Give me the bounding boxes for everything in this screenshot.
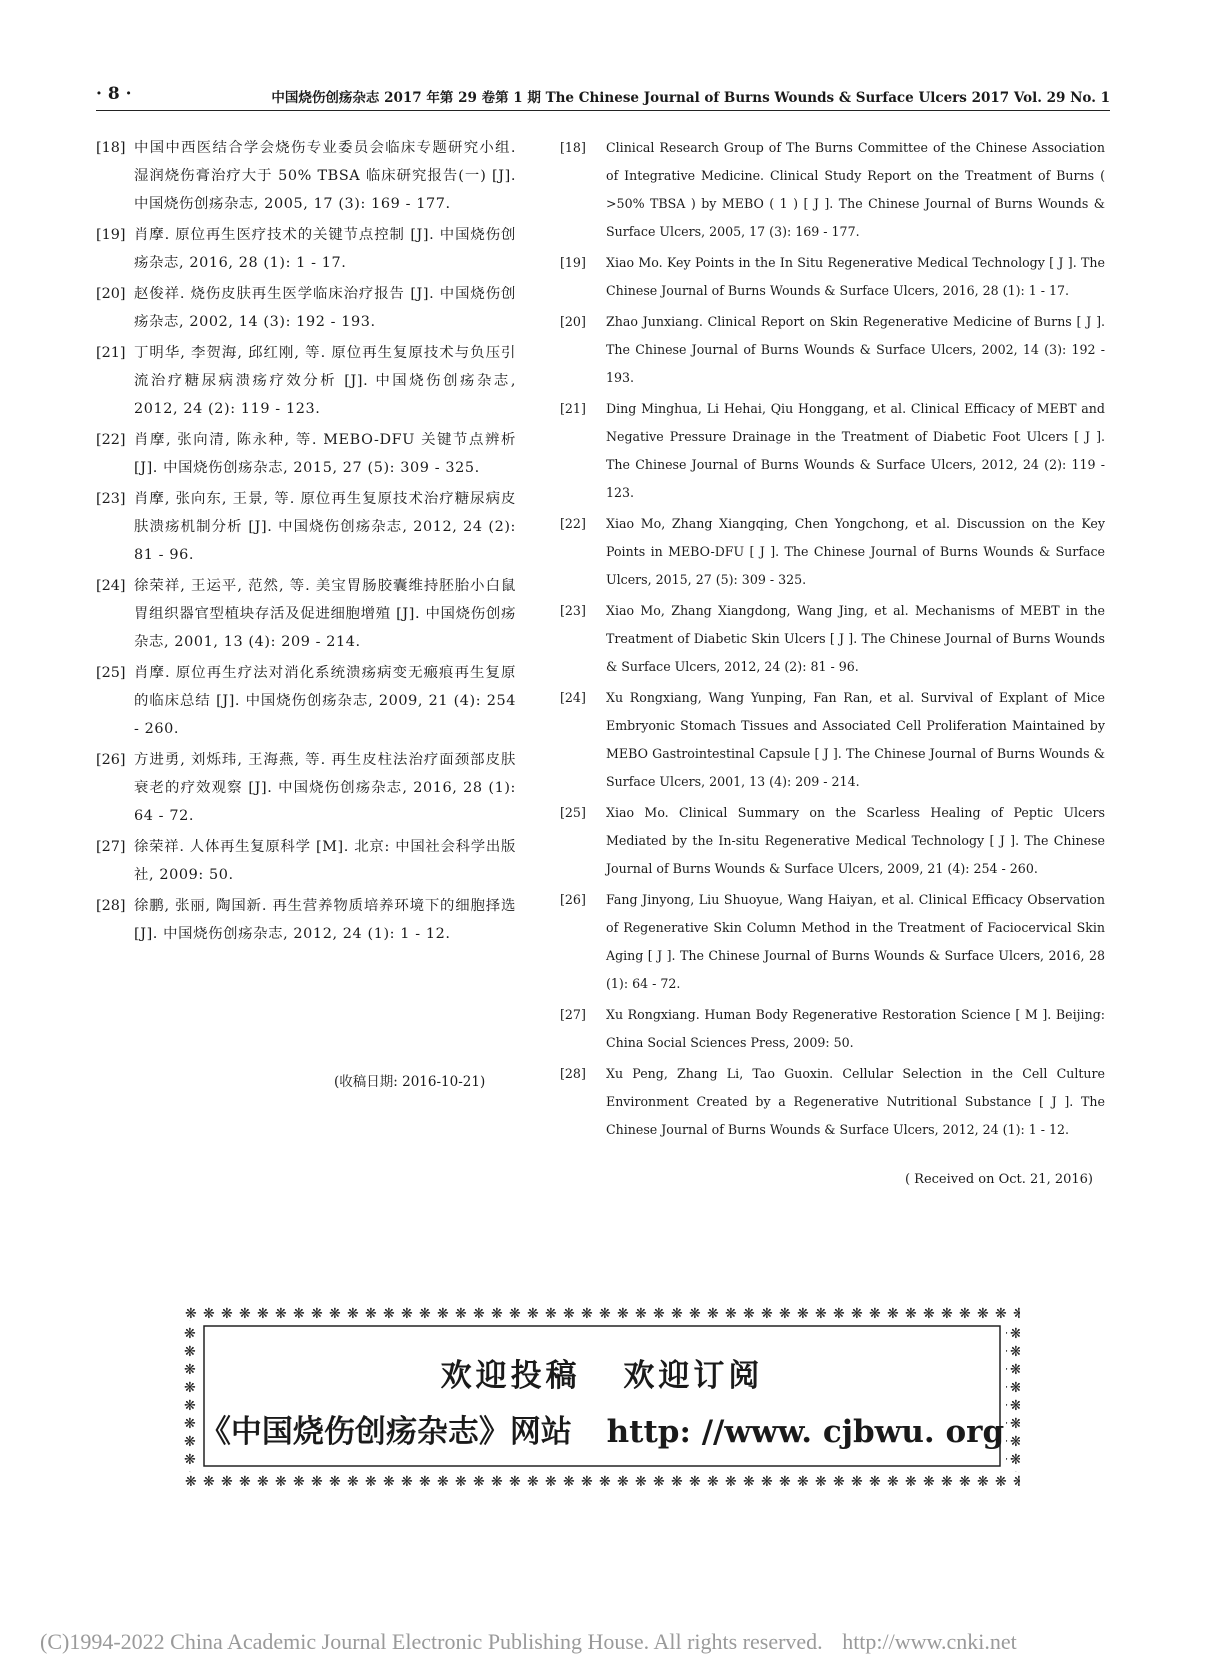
- reference-text: Xiao Mo, Zhang Xiangqing, Chen Yongchong, et al. Discussion on the Key Points in MEBO-DFU [ J ]. The Chinese Journal of Burns Wounds & Surface Ulcers, 2015, 27 (5): 309 - 325.: [606, 516, 1105, 587]
- reference-text: Xiao Mo, Zhang Xiangdong, Wang Jing, et al. Mechanisms of MEBT in the Treatment of Diabetic Skin Ulcers [ J ]. The Chinese Journal of Burns Wounds & Surface Ulcers, 2012, 24 (2): 81 - 96.: [606, 603, 1105, 674]
- reference-item: [560, 886, 1105, 998]
- reference-number: [28]: [560, 1066, 586, 1081]
- reference-number: [22]: [96, 432, 126, 448]
- reference-item: [96, 221, 516, 277]
- references-english: [560, 134, 1105, 1147]
- reference-number: [27]: [96, 839, 126, 855]
- reference-text: 方进勇, 刘烁玮, 王海燕, 等. 再生皮柱法治疗面颈部皮肤衰老的疗效观察 [J]. 中国烧伤创疡杂志, 2016, 28 (1): 64 - 72.: [134, 752, 516, 824]
- reference-item: [96, 485, 516, 569]
- reference-number: [25]: [560, 805, 586, 820]
- reference-text: Clinical Research Group of The Burns Committee of the Chinese Association of Integrative Medicine. Clinical Study Report on the Treatment of Burns ( >50% TBSA ) by MEBO ( 1 ) [ J ]. The Chinese Journal of Burns Wounds & Surface Ulcers, 2005, 17 (3): 169 - 177.: [606, 140, 1105, 239]
- reference-text: 肖摩. 原位再生医疗技术的关键节点控制 [J]. 中国烧伤创疡杂志, 2016, 28 (1): 1 - 17.: [134, 227, 516, 271]
- reference-item: [96, 572, 516, 656]
- page-number: · 8 ·: [96, 84, 132, 104]
- reference-item: [560, 799, 1105, 883]
- reference-item: [560, 597, 1105, 681]
- reference-number: [23]: [560, 603, 586, 618]
- reference-text: Xu Rongxiang. Human Body Regenerative Restoration Science [ M ]. Beijing: China Social Sciences Press, 2009: 50.: [606, 1007, 1105, 1050]
- reference-item: [560, 249, 1105, 305]
- reference-number: [18]: [96, 140, 126, 156]
- banner-website-line: [184, 1406, 1020, 1451]
- reference-number: [19]: [96, 227, 126, 243]
- reference-number: [24]: [560, 690, 586, 705]
- reference-number: [26]: [560, 892, 586, 907]
- running-title: 中国烧伤创疡杂志 2017 年第 29 卷第 1 期 The Chinese Journal of Burns Wounds & Surface Ulcers 2017 Vol. 29 No. 1: [271, 90, 1110, 106]
- reference-text: 肖摩, 张向东, 王景, 等. 原位再生复原技术治疗糖尿病皮肤溃疡机制分析 [J]. 中国烧伤创疡杂志, 2012, 24 (2): 81 - 96.: [134, 491, 516, 563]
- reference-text: 中国中西医结合学会烧伤专业委员会临床专题研究小组. 湿润烧伤膏治疗大于 50% TBSA 临床研究报告(一) [J]. 中国烧伤创疡杂志, 2005, 17 (3): 169 - 177.: [134, 140, 516, 212]
- submission-banner: [184, 1306, 1020, 1486]
- reference-number: [21]: [560, 401, 586, 416]
- banner-welcome-line: 欢迎投稿 欢迎订阅: [440, 1358, 764, 1394]
- reference-text: Xiao Mo. Key Points in the In Situ Regenerative Medical Technology [ J ]. The Chinese Journal of Burns Wounds & Surface Ulcers, 2016, 28 (1): 1 - 17.: [606, 255, 1105, 298]
- reference-item: [560, 1001, 1105, 1057]
- reference-number: [20]: [560, 314, 586, 329]
- reference-item: [96, 746, 516, 830]
- reference-text: 肖摩. 原位再生疗法对消化系统溃疡病变无瘢痕再生复原的临床总结 [J]. 中国烧伤创疡杂志, 2009, 21 (4): 254 - 260.: [134, 665, 516, 737]
- reference-item: [96, 134, 516, 218]
- reference-item: [96, 280, 516, 336]
- reference-text: 徐荣祥, 王运平, 范然, 等. 美宝胃肠胶囊维持胚胎小白鼠胃组织器官型植块存活及促进细胞增殖 [J]. 中国烧伤创疡杂志, 2001, 13 (4): 209 - 214.: [134, 578, 516, 650]
- references-chinese: [96, 134, 516, 951]
- reference-number: [27]: [560, 1007, 586, 1022]
- reference-number: [19]: [560, 255, 586, 270]
- reference-number: [18]: [560, 140, 586, 155]
- reference-item: [96, 833, 516, 889]
- reference-text: Ding Minghua, Li Hehai, Qiu Honggang, et al. Clinical Efficacy of MEBT and Negative Pressure Drainage in the Treatment of Diabetic Foot Ulcers [ J ]. The Chinese Journal of Burns Wounds & Surface Ulcers, 2012, 24 (2): 119 - 123.: [606, 401, 1105, 500]
- received-date-chinese: (收稿日期: 2016-10-21): [334, 1074, 486, 1090]
- reference-text: Xu Peng, Zhang Li, Tao Guoxin. Cellular Selection in the Cell Culture Environment Created by a Regenerative Nutritional Substance [ J ]. The Chinese Journal of Burns Wounds & Surface Ulcers, 2012, 24 (1): 1 - 12.: [606, 1066, 1105, 1137]
- reference-text: 徐鹏, 张丽, 陶国新. 再生营养物质培养环境下的细胞择选 [J]. 中国烧伤创疡杂志, 2012, 24 (1): 1 - 12.: [134, 898, 516, 942]
- reference-number: [23]: [96, 491, 126, 507]
- reference-item: [96, 892, 516, 948]
- reference-item: [96, 339, 516, 423]
- reference-item: [560, 510, 1105, 594]
- reference-text: 丁明华, 李贺海, 邱红刚, 等. 原位再生复原技术与负压引流治疗糖尿病溃疡疗效分析 [J]. 中国烧伤创疡杂志, 2012, 24 (2): 119 - 123.: [134, 345, 516, 417]
- reference-item: [560, 684, 1105, 796]
- copyright-text: (C)1994-2022 China Academic Journal Electronic Publishing House. All rights reserved.: [40, 1629, 823, 1654]
- decorative-border: [184, 1306, 1020, 1486]
- reference-text: Fang Jinyong, Liu Shuoyue, Wang Haiyan, et al. Clinical Efficacy Observation of Regenerative Skin Column Method in the Treatment of Faciocervical Skin Aging [ J ]. The Chinese Journal of Burns Wounds & Surface Ulcers, 2016, 28 (1): 64 - 72.: [606, 892, 1105, 991]
- reference-number: [28]: [96, 898, 126, 914]
- reference-text: Xiao Mo. Clinical Summary on the Scarless Healing of Peptic Ulcers Mediated by the In-situ Regenerative Medical Technology [ J ]. The Chinese Journal of Burns Wounds & Surface Ulcers, 2009, 21 (4): 254 - 260.: [606, 805, 1105, 876]
- reference-item: [96, 659, 516, 743]
- reference-item: [560, 134, 1105, 246]
- reference-item: [560, 395, 1105, 507]
- reference-text: Zhao Junxiang. Clinical Report on Skin Regenerative Medicine of Burns [ J ]. The Chinese Journal of Burns Wounds & Surface Ulcers, 2002, 14 (3): 192 - 193.: [606, 314, 1105, 385]
- reference-number: [25]: [96, 665, 126, 681]
- reference-number: [22]: [560, 516, 586, 531]
- reference-item: [560, 1060, 1105, 1144]
- reference-number: [20]: [96, 286, 126, 302]
- reference-number: [24]: [96, 578, 126, 594]
- reference-text: 肖摩, 张向清, 陈永种, 等. MEBO-DFU 关键节点辨析 [J]. 中国烧伤创疡杂志, 2015, 27 (5): 309 - 325.: [134, 432, 516, 476]
- reference-text: 徐荣祥. 人体再生复原科学 [M]. 北京: 中国社会科学出版社, 2009: 50.: [134, 839, 516, 883]
- reference-text: 赵俊祥. 烧伤皮肤再生医学临床治疗报告 [J]. 中国烧伤创疡杂志, 2002, 14 (3): 192 - 193.: [134, 286, 516, 330]
- reference-item: [96, 426, 516, 482]
- reference-number: [21]: [96, 345, 126, 361]
- banner-site-url[interactable]: http: //www. cjbwu. org: [606, 1414, 1005, 1450]
- received-date-english: ( Received on Oct. 21, 2016): [904, 1172, 1093, 1187]
- header-rule: [96, 110, 1110, 111]
- cnki-link[interactable]: http://www.cnki.net: [842, 1629, 1017, 1654]
- banner-site-label: 《中国烧伤创疡杂志》网站: [199, 1414, 572, 1450]
- reference-item: [560, 308, 1105, 392]
- running-header: [96, 84, 1110, 110]
- reference-number: [26]: [96, 752, 126, 768]
- reference-text: Xu Rongxiang, Wang Yunping, Fan Ran, et al. Survival of Explant of Mice Embryonic Stomach Tissues and Associated Cell Proliferation Maintained by MEBO Gastrointestinal Capsule [ J ]. The Chinese Journal of Burns Wounds & Surface Ulcers, 2001, 13 (4): 209 - 214.: [606, 690, 1105, 789]
- copyright-footer: [40, 1629, 1017, 1655]
